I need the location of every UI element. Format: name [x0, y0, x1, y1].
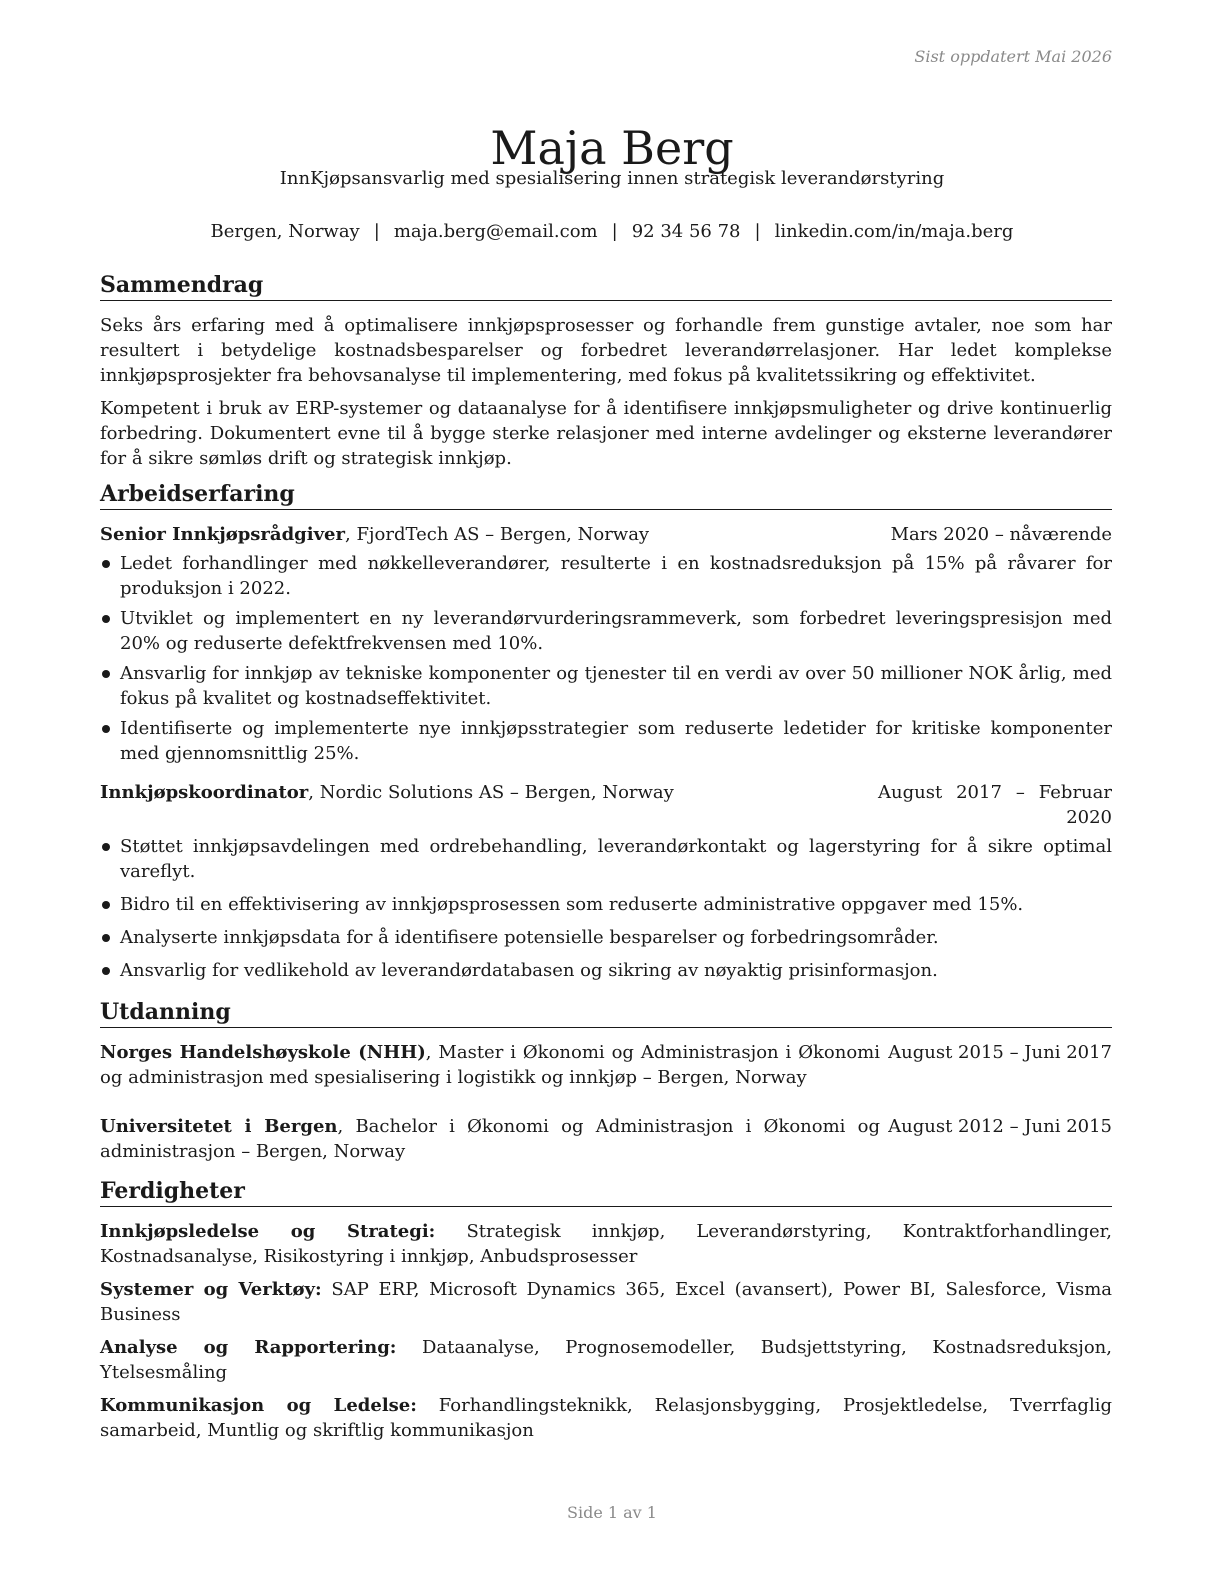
summary-paragraph: Kompetent i bruk av ERP-systemer og dataanalyse for å identifisere innkjøpsmuligheter og drive kontinuerlig forbedring. Dokumentert evne til å bygge sterke relasjoner med interne avdelinger og eksterne leverandører for å sikre sømløs drift og strategisk innkjøp. [100, 398, 1112, 469]
list-item: Analyserte innkjøpsdata for å identifisere potensielle besparelser og forbedringsområder. [100, 925, 1112, 950]
contact-line [0, 219, 1224, 244]
skill-group [100, 1219, 1112, 1269]
list-item: Støttet innkjøpsavdelingen med ordrebehandling, leverandørkontakt og lagerstyring for å sikre optimal vareflyt. [100, 834, 1112, 884]
skills-section [100, 1176, 1112, 1443]
section-title-summary: Sammendrag [100, 270, 1112, 301]
job-company: , Nordic Solutions AS – Bergen, Norway [308, 782, 674, 803]
list-item: Ansvarlig for innkjøp av tekniske komponenter og tjenester til en verdi av over 50 millioner NOK årlig, med fokus på kvalitet og kostnadseffektivitet. [100, 661, 1112, 711]
education-section [100, 997, 1112, 1164]
education-dates: August 2012 – Juni 2015 [888, 1116, 1112, 1137]
education-entry [100, 1040, 1112, 1090]
last-updated: Sist oppdatert Mai 2026 [914, 47, 1112, 66]
list-item: Bidro til en effektivisering av innkjøpsprosessen som reduserte administrative oppgaver med 15%. [100, 892, 1112, 917]
job-role: Senior Innkjøpsrådgiver [100, 524, 345, 545]
headline: InnKjøpsansvarlig med spesialisering innen strategisk leverandørstyring [279, 168, 945, 189]
experience-section [100, 479, 1112, 983]
summary-paragraph: Seks års erfaring med å optimalisere innkjøpsprosesser og forhandle frem gunstige avtaler, noe som har resultert i betydelige kostnadsbesparelser og forbedret leverandørrelasjoner. Har ledet komplekse innkjøpsprosjekter fra behovsanalyse til implementering, med fokus på kvalitetssikring og effektivitet. [100, 315, 1112, 386]
skill-label: Systemer og Verktøy: [100, 1279, 322, 1300]
resume-content [100, 270, 1112, 1451]
job-entry [100, 780, 1112, 983]
skill-group [100, 1393, 1112, 1443]
job-role: Innkjøpskoordinator [100, 782, 309, 803]
candidate-name: Maja Berg [490, 120, 734, 175]
school-name: Universitetet i Bergen [100, 1116, 338, 1137]
job-entry [100, 522, 1112, 766]
skill-values: Forhandlingsteknikk, Relasjonsbygging, Prosjektledelse, Tverrfaglig samarbeid, Muntlig og skriftlig kommunikasjon [100, 1395, 1112, 1441]
separator: | [754, 221, 761, 242]
job-dates: August 2017 – Februar 2020 [878, 782, 1112, 828]
skill-label: Kommunikasjon og Ledelse: [100, 1395, 417, 1416]
list-item: Ansvarlig for vedlikehold av leverandørdatabasen og sikring av nøyaktig prisinformasjon. [100, 958, 1112, 983]
skill-group [100, 1335, 1112, 1385]
contact-location: Bergen, Norway [210, 221, 360, 242]
separator: | [373, 221, 380, 242]
section-title-experience: Arbeidserfaring [100, 479, 1112, 510]
degree-detail: , Master i Økonomi og Administrasjon i Økonomi og administrasjon med spesialisering i logistikk og innkjøp – Bergen, Norway [100, 1042, 880, 1088]
contact-email[interactable]: maja.berg@email.com [393, 221, 598, 242]
job-company: , FjordTech AS – Bergen, Norway [345, 524, 650, 545]
list-item: Ledet forhandlinger med nøkkelleverandører, resulterte i en kostnadsreduksjon på 15% på råvarer for produksjon i 2022. [100, 551, 1112, 601]
list-item: Utviklet og implementert en ny leverandørvurderingsrammeverk, som forbedret leveringspresisjon med 20% og reduserte defektfrekvensen med 10%. [100, 606, 1112, 656]
school-name: Norges Handelshøyskole (NHH) [100, 1042, 426, 1063]
skill-values: SAP ERP, Microsoft Dynamics 365, Excel (avansert), Power BI, Salesforce, Visma Business [100, 1279, 1113, 1325]
list-item: Identifiserte og implementerte nye innkjøpsstrategier som reduserte ledetider for kritiske komponenter med gjennomsnittlig 25%. [100, 716, 1112, 766]
job-header [100, 780, 1112, 830]
skill-label: Analyse og Rapportering: [100, 1337, 397, 1358]
job-bullets [100, 551, 1112, 766]
skill-values: Strategisk innkjøp, Leverandørstyring, Kontraktforhandlinger, Kostnadsanalyse, Risikostyring i innkjøp, Anbudsprosesser [100, 1221, 1113, 1267]
section-title-skills: Ferdigheter [100, 1176, 1112, 1207]
job-bullets [100, 834, 1112, 983]
skill-group [100, 1277, 1112, 1327]
page-number: Side 1 av 1 [567, 1503, 657, 1522]
separator: | [611, 221, 618, 242]
skill-label: Innkjøpsledelse og Strategi: [100, 1221, 436, 1242]
contact-phone: 92 34 56 78 [631, 221, 741, 242]
education-dates: August 2015 – Juni 2017 [888, 1042, 1112, 1063]
summary-section [100, 270, 1112, 471]
job-dates: Mars 2020 – nåværende [890, 524, 1112, 545]
education-entry [100, 1114, 1112, 1164]
skill-values: Dataanalyse, Prognosemodeller, Budsjettstyring, Kostnadsreduksjon, Ytelsesmåling [100, 1337, 1113, 1383]
job-header [100, 522, 1112, 547]
section-title-education: Utdanning [100, 997, 1112, 1028]
degree-detail: , Bachelor i Økonomi og Administrasjon i Økonomi og administrasjon – Bergen, Norway [100, 1116, 880, 1162]
contact-linkedin[interactable]: linkedin.com/in/maja.berg [774, 221, 1014, 242]
